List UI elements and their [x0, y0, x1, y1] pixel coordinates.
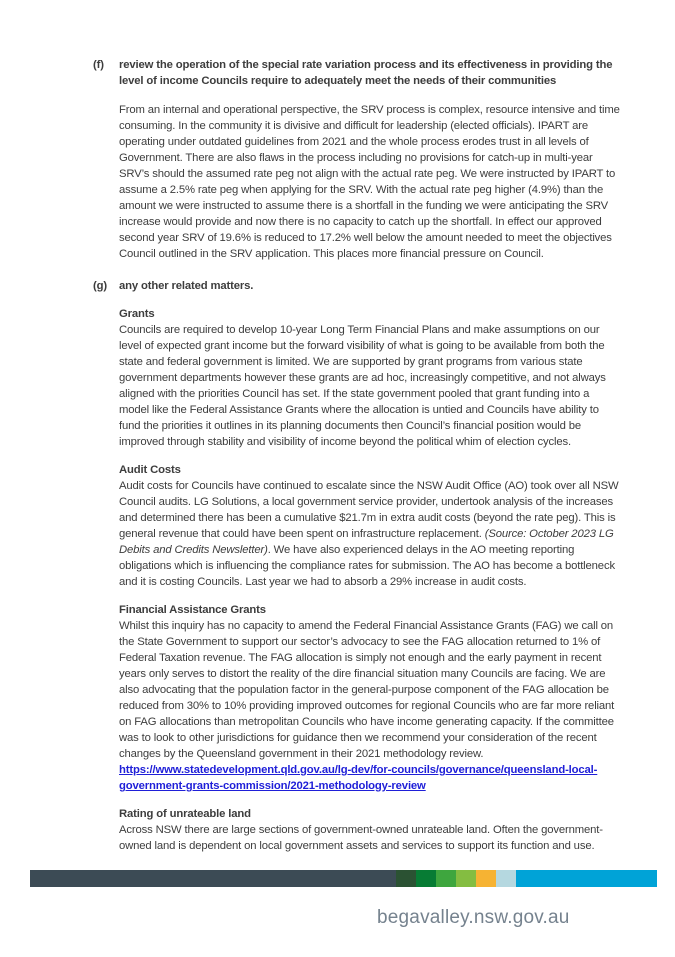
item-f-label: (f) [93, 59, 104, 71]
item-f-body [119, 57, 621, 262]
bar-segment-amber [476, 870, 496, 887]
audit-costs-paragraph [119, 478, 621, 590]
section-rating-unrateable-land [119, 806, 621, 854]
audit-costs-source-citation: (Source: October 2023 LG Debits and Credits Newsletter) [119, 528, 614, 556]
grants-title: Grants [119, 308, 155, 320]
bar-segment-light-green [456, 870, 476, 887]
section-grants [119, 306, 621, 450]
bar-segment-dark-forest-green [396, 870, 416, 887]
fag-title: Financial Assistance Grants [119, 604, 266, 616]
footer-color-bar [30, 870, 657, 887]
page-content [93, 57, 621, 854]
site-logo-text: begavalley.nsw.gov.au [377, 907, 570, 928]
bar-segment-pale-blue [496, 870, 516, 887]
bar-segment-slate [30, 870, 396, 887]
item-g-heading: any other related matters. [119, 280, 254, 292]
fag-paragraph: Whilst this inquiry has no capacity to amend the Federal Financial Assistance Grants (FAG) we call on the State Government to support our sector’s advocacy to see the FAG allocation returned to 1% of Federal Taxation revenue. The FAG allocation is simply not enough and the early payment in recent years only serves to distort the reality of the dire financial situation many Councils are facing. We are also advocating that the population factor in the general-purpose component of the FAG allocation be reduced from 30% to 10% providing improved outcomes for regional Councils who are far more reliant on FAG allocations than metropolitan Councils who have income generating capacity. If the committee was to look to other jurisdictions for guidance then we recommend your consideration of the recent changes by the Queensland government in their 2021 methodology review. [119, 620, 615, 760]
bar-segment-cyan [516, 870, 657, 887]
item-g-body [119, 278, 621, 854]
audit-costs-text-before-source: Audit costs for Councils have continued to escalate since the NSW Audit Office (AO) took over all NSW Council audits. LG Solutions, a local government service provider, undertook analysis of the increases and determined there has been a cumulative $21.7m in extra audit costs (beyond the rate peg). This is general revenue that could have been spent on infrastructure replacement. [119, 480, 619, 540]
item-f [93, 57, 621, 262]
unrateable-land-paragraph: Across NSW there are large sections of government-owned unrateable land. Often the government-owned land is dependent on local government assets and services to support its function and use. [119, 824, 603, 852]
grants-paragraph: Councils are required to develop 10-year Long Term Financial Plans and make assumptions on our level of expected grant income but the forward visibility of what is going to be available from both the state and federal government is limited. We are supported by grant programs from various state government departments however these grants are ad hoc, increasingly competitive, and not always aligned with the priorities Council has set. If the state government pooled that grant funding into a model like the Federal Assistance Grants where the allocation is untied and Councils have ability to fund the priorities it outlines in its planning documents then Council’s financial position would be improved through stability and visibility of income beyond the political whim of election cycles. [119, 324, 606, 448]
audit-costs-title: Audit Costs [119, 464, 181, 476]
section-audit-costs [119, 462, 621, 590]
unrateable-land-title: Rating of unrateable land [119, 808, 251, 820]
audit-costs-text-after-source: . We have also experienced delays in the AO meeting reporting obligations which is influencing the compliance rates for submission. The AO has become a bottleneck and it is costing Councils. Last year we had to absorb a 29% increase in audit costs. [119, 544, 615, 588]
item-g-label: (g) [93, 280, 107, 292]
item-g [93, 278, 621, 854]
section-financial-assistance-grants [119, 602, 621, 794]
item-f-heading: review the operation of the special rate variation process and its effectiveness in providing the level of income Councils require to adequately meet the needs of their communities [119, 59, 613, 87]
item-f-paragraph: From an internal and operational perspective, the SRV process is complex, resource intensive and time consuming. In the community it is divisive and difficult for leadership (elected officials). IPART are operating under outdated guidelines from 2021 and the whole process erodes trust in all levels of Government. There are also flaws in the process including no provisions for catch-up in multi-year SRV’s should the assumed rate peg not align with the actual rate peg. We were instructed by IPART to assume a 2.5% rate peg when applying for the SRV. With the actual rate peg higher (4.9%) than the amount we were instructed to assume there is a shortfall in the funding we were anticipating the SRV increase would provide and now there is no capacity to catch up the shortfall. In effect our approved second year SRV of 19.6% is reduced to 17.2% well below the amount needed to meet the objectives Council outlined in the SRV application. This places more financial pressure on Council. [119, 104, 620, 260]
qld-methodology-review-link[interactable]: https://www.statedevelopment.qld.gov.au/lg-dev/for-councils/governance/queensland-local-government-grants-commission/2021-methodology-review [119, 764, 598, 792]
bar-segment-green [436, 870, 456, 887]
bar-segment-dark-green [416, 870, 436, 887]
